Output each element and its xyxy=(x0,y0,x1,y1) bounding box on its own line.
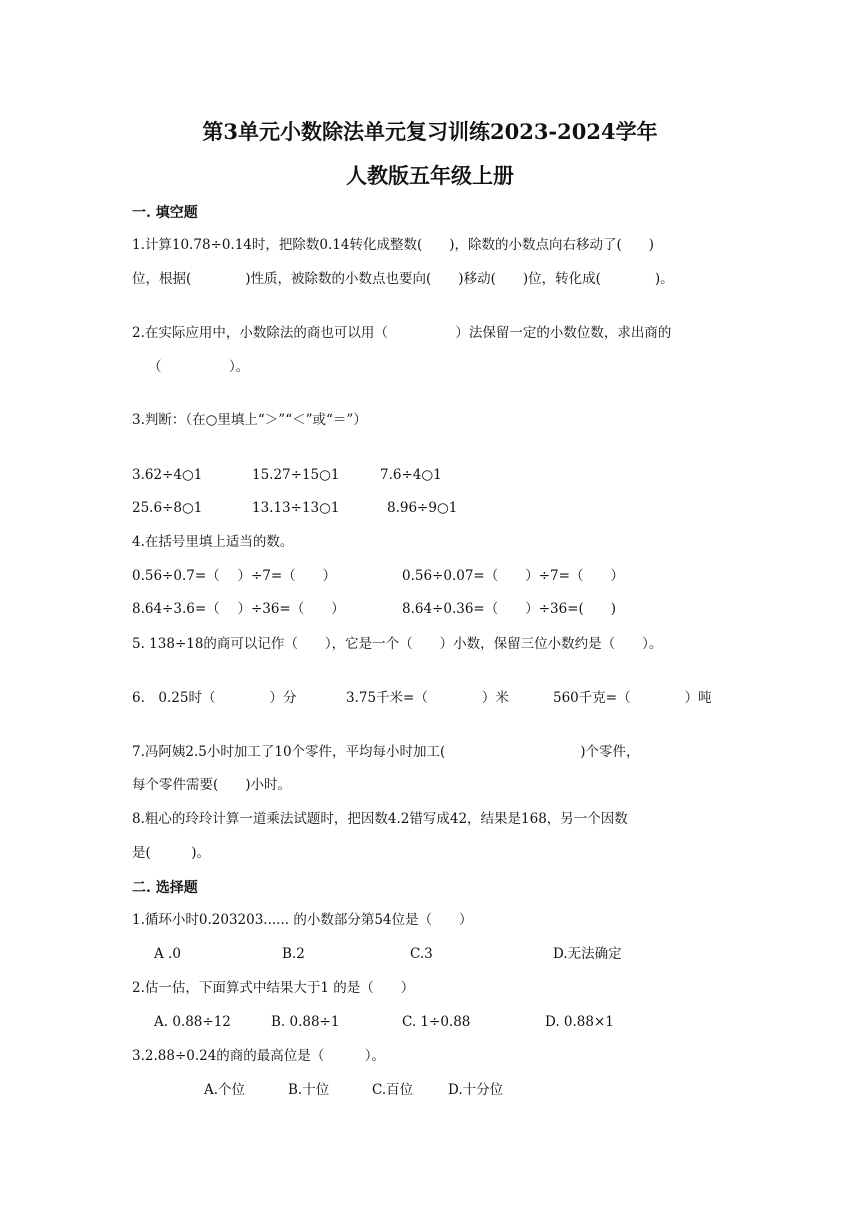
question-1-line-1: 1.计算10.78÷0.14时，把除数0.14转化成整数( )，除数的小数点向右移动了( ) xyxy=(132,237,655,253)
choice-option: A .0 xyxy=(154,946,181,962)
question-8-line-2: 是( )。 xyxy=(132,845,211,861)
choice-option: D.十分位 xyxy=(448,1082,504,1098)
fill-item: 8.64÷0.36=（ ）÷36=( ) xyxy=(402,601,617,617)
section-heading-fill-blank: 一. 填空题 xyxy=(132,205,198,221)
fill-item: 0.56÷0.7=（ ）÷7=（ ） xyxy=(132,568,337,584)
compare-item: 8.96÷9○1 xyxy=(387,500,458,516)
choice-option: D. 0.88×1 xyxy=(545,1014,614,1030)
choice-option: C. 1÷0.88 xyxy=(402,1014,471,1030)
question-4-line-1: 4.在括号里填上适当的数。 xyxy=(132,534,294,550)
fill-item: 0.56÷0.07=（ ）÷7=（ ） xyxy=(402,568,624,584)
compare-item: 25.6÷8○1 xyxy=(132,500,203,516)
choice-option: C.3 xyxy=(410,946,433,962)
unit-conversion-item: 560千克=（ ）吨 xyxy=(553,690,712,706)
compare-item: 3.62÷4○1 xyxy=(132,467,203,483)
question-1-line-2: 位，根据( )性质，被除数的小数点也要向( )移动( )位，转化成( )。 xyxy=(132,271,674,287)
choice-option: A.个位 xyxy=(204,1082,246,1098)
question-8-line-1: 8.粗心的玲玲计算一道乘法试题时，把因数4.2错写成42，结果是168，另一个因数 xyxy=(132,811,628,827)
choice-option: B.十位 xyxy=(288,1082,330,1098)
choice-option: C.百位 xyxy=(372,1082,414,1098)
document-subtitle: 人教版五年级上册 xyxy=(346,163,514,188)
compare-item: 7.6÷4○1 xyxy=(380,467,442,483)
question-7-line-1: 7.冯阿姨2.5小时加工了10个零件，平均每小时加工( )个零件， xyxy=(132,744,640,760)
question-2-line-1: 2.在实际应用中，小数除法的商也可以用（ ）法保留一定的小数位数，求出商的 xyxy=(132,325,672,341)
unit-conversion-item: 6. 0.25时（ ）分 xyxy=(132,690,297,706)
choice-option: B. 0.88÷1 xyxy=(271,1014,340,1030)
question-5-line-1: 5. 138÷18的商可以记作（ ），它是一个（ ）小数，保留三位小数约是（ ）。 xyxy=(132,636,663,652)
compare-item: 13.13÷13○1 xyxy=(252,500,340,516)
choice-option: D.无法确定 xyxy=(553,946,622,962)
choice-question-2: 2.估一估，下面算式中结果大于1 的是（ ） xyxy=(132,980,415,996)
document-title: 第3单元小数除法单元复习训练2023-2024学年 xyxy=(202,119,658,144)
choice-question-1: 1.循环小时0.203203...... 的小数部分第54位是（ ） xyxy=(132,912,473,928)
choice-question-3: 3.2.88÷0.24的商的最高位是（ ）。 xyxy=(132,1048,386,1064)
compare-item: 15.27÷15○1 xyxy=(252,467,340,483)
unit-conversion-item: 3.75千米=（ ）米 xyxy=(346,690,509,706)
question-7-line-2: 每个零件需要( )小时。 xyxy=(132,777,292,793)
choice-option: B.2 xyxy=(282,946,305,962)
fill-item: 8.64÷3.6=（ ）÷36=（ ） xyxy=(132,601,345,617)
question-2-line-2: （ ）。 xyxy=(148,359,250,375)
question-3-line-1: 3.判断：（在○里填上“＞”“＜”或“＝”） xyxy=(132,412,367,428)
section-heading-multiple-choice: 二. 选择题 xyxy=(132,880,198,896)
choice-option: A. 0.88÷12 xyxy=(154,1014,231,1030)
